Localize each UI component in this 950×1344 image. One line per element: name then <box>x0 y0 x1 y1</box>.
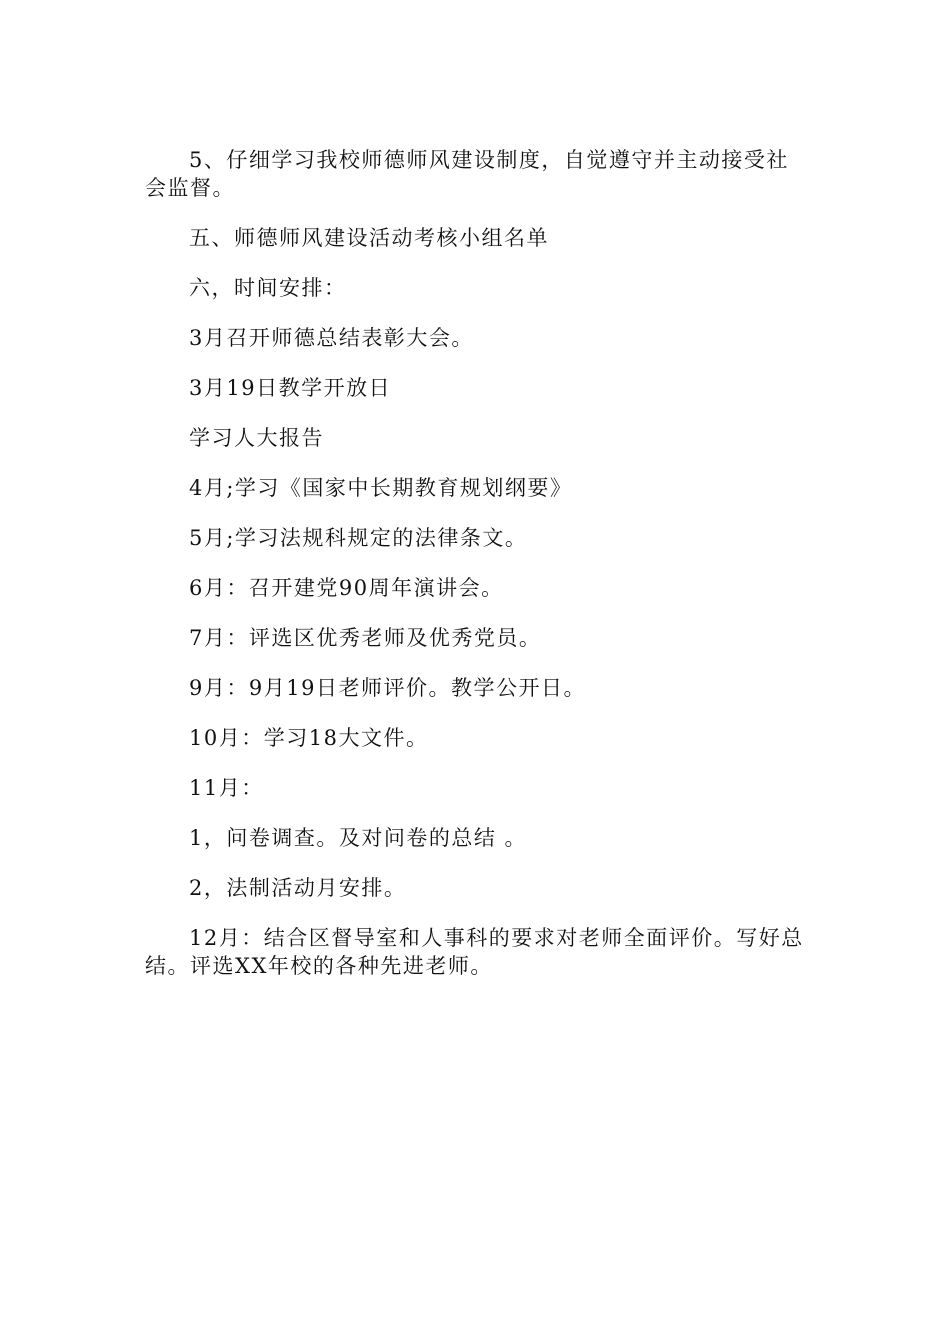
schedule-april: 4月;学习《国家中长期教育规划纲要》 <box>189 476 573 500</box>
section-five-heading: 五、师德师风建设活动考核小组名单 <box>189 226 549 250</box>
schedule-december: 12月：结合区督导室和人事科的要求对老师全面评价。写好总结。评选XX年校的各种先进老师。 <box>145 926 804 978</box>
paragraph-item-5: 5、仔细学习我校师德师风建设制度，自觉遵守并主动接受社会监督。 <box>145 148 789 200</box>
schedule-may: 5月;学习法规科规定的法律条文。 <box>189 526 528 550</box>
document-body <box>145 146 807 980</box>
schedule-november-item-2: 2，法制活动月安排。 <box>189 876 407 900</box>
section-six-heading: 六，时间安排： <box>189 276 347 300</box>
schedule-november: 11月： <box>189 776 264 800</box>
schedule-march-1: 3月召开师德总结表彰大会。 <box>189 326 474 350</box>
schedule-march-2: 3月19日教学开放日 <box>189 376 392 400</box>
schedule-june: 6月：召开建党90周年演讲会。 <box>189 576 504 600</box>
schedule-july: 7月：评选区优秀老师及优秀党员。 <box>189 626 542 650</box>
schedule-september: 9月：9月19日老师评价。教学公开日。 <box>189 676 586 700</box>
schedule-march-3: 学习人大报告 <box>189 426 324 450</box>
schedule-november-item-1: 1，问卷调查。及对问卷的总结 。 <box>189 826 528 850</box>
schedule-october: 10月：学习18大文件。 <box>189 726 429 750</box>
